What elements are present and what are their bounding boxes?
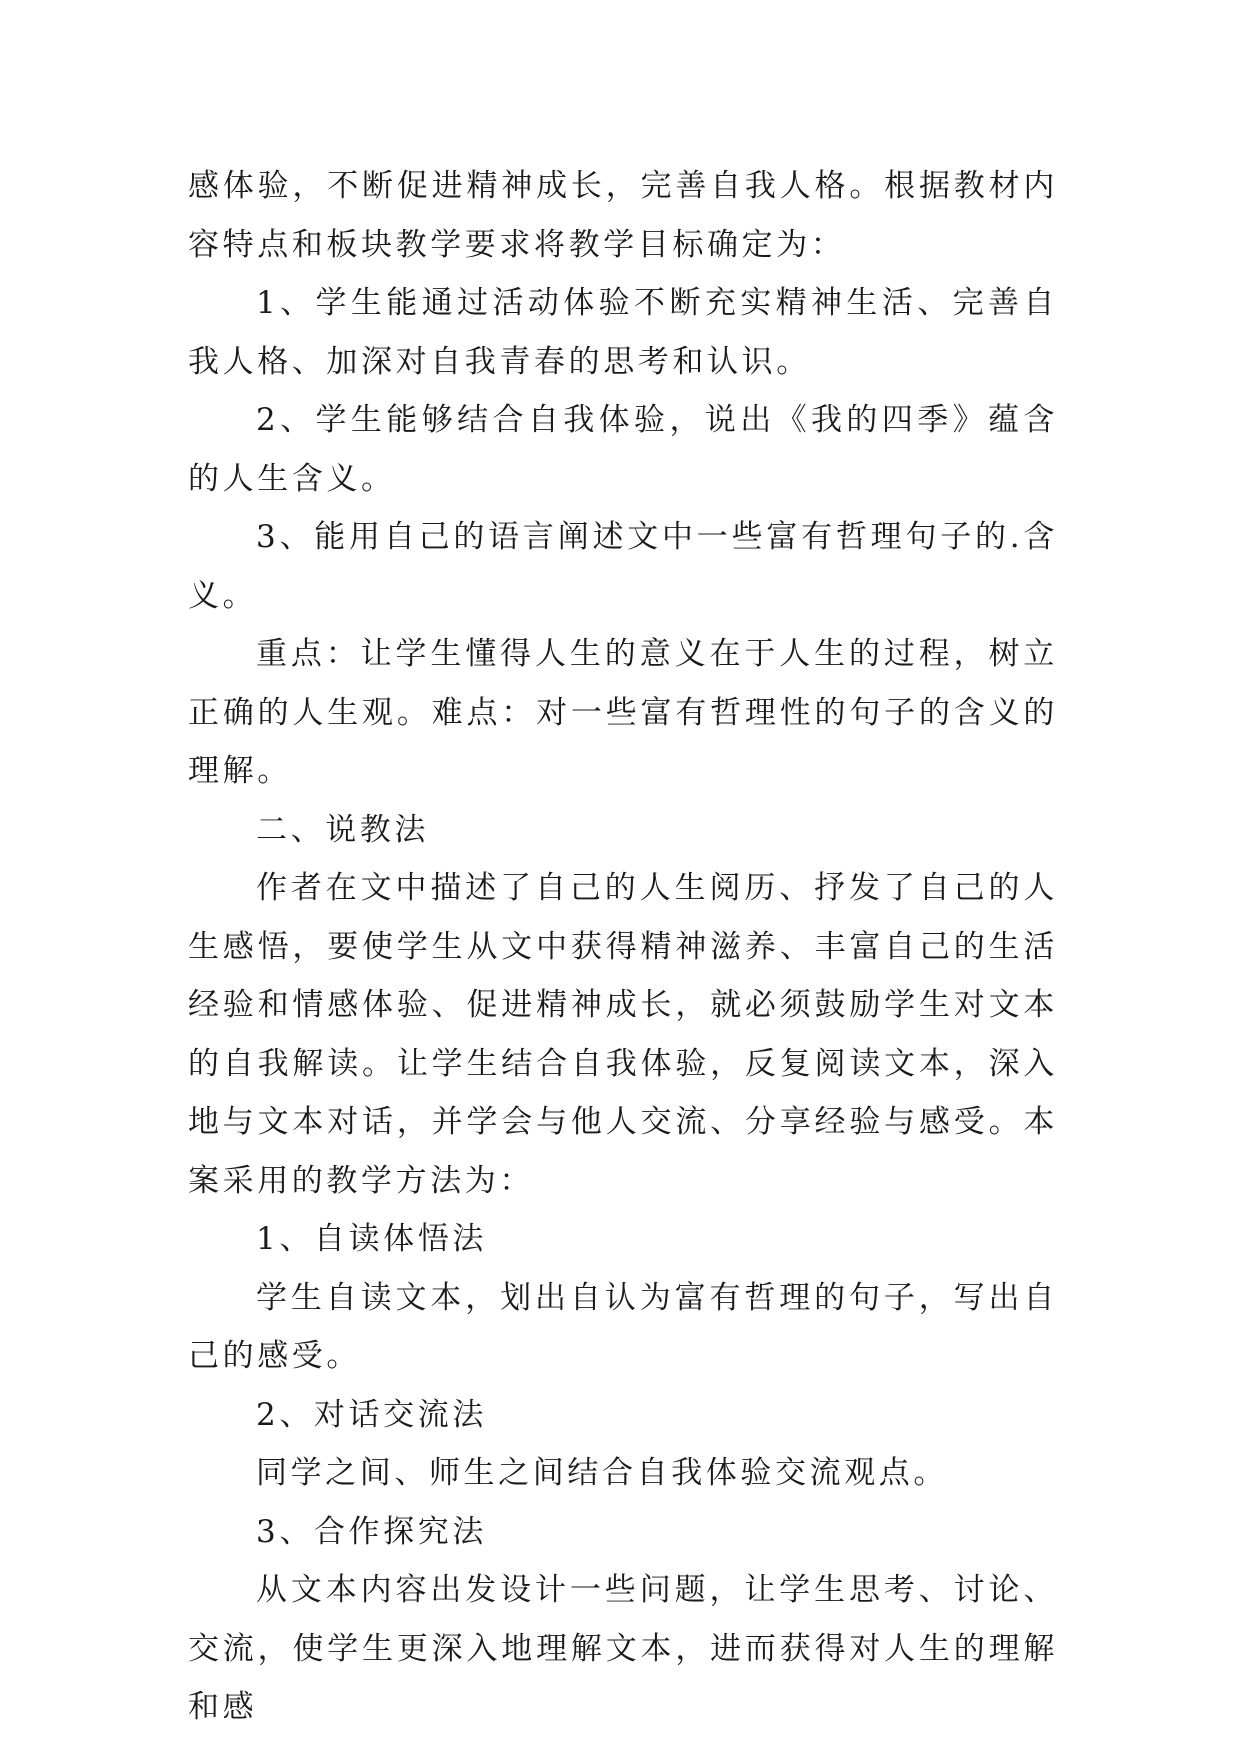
paragraph-method-3: 从文本内容出发设计一些问题，让学生思考、讨论、交流，使学生更深入地理解文本，进而获得对人生的理解和感 [188,1572,1058,1725]
method-heading-1: 1、自读体悟法 [256,1221,487,1257]
section-heading-teaching-methods: 二、说教法 [256,811,429,848]
paragraph-goals-intro: 感体验，不断促进精神成长，完善自我人格。根据教材内容特点和板块教学要求将教学目标确定为： [188,168,1058,263]
paragraph-key-points: 重点：让学生懂得人生的意义在于人生的过程，树立正确的人生观。难点：对一些富有哲理性的句子的含义的理解。 [188,636,1058,789]
document-body [188,157,1058,1737]
paragraph-goal-1: 1、学生能通过活动体验不断充实精神生活、完善自我人格、加深对自我青春的思考和认识。 [188,285,1058,380]
paragraph-method-2: 同学之间、师生之间结合自我体验交流观点。 [256,1455,948,1491]
paragraph-goal-3: 3、能用自己的语言阐述文中一些富有哲理句子的.含义。 [188,519,1058,614]
method-heading-3: 3、合作探究法 [256,1513,487,1550]
paragraph-method-1: 学生自读文本，划出自认为富有哲理的句子，写出自己的感受。 [188,1279,1058,1374]
method-heading-2: 2、对话交流法 [256,1396,487,1433]
paragraph-methods-intro: 作者在文中描述了自己的人生阅历、抒发了自己的人生感悟，要使学生从文中获得精神滋养、丰富自己的生活经验和情感体验、促进精神成长，就必须鼓励学生对文本的自我解读。让学生结合自我体验，反复阅读文本，深入地与文本对话，并学会与他人交流、分享经验与感受。本案采用的教学方法为： [188,870,1058,1199]
paragraph-goal-2: 2、学生能够结合自我体验，说出《我的四季》蕴含的人生含义。 [188,402,1058,497]
